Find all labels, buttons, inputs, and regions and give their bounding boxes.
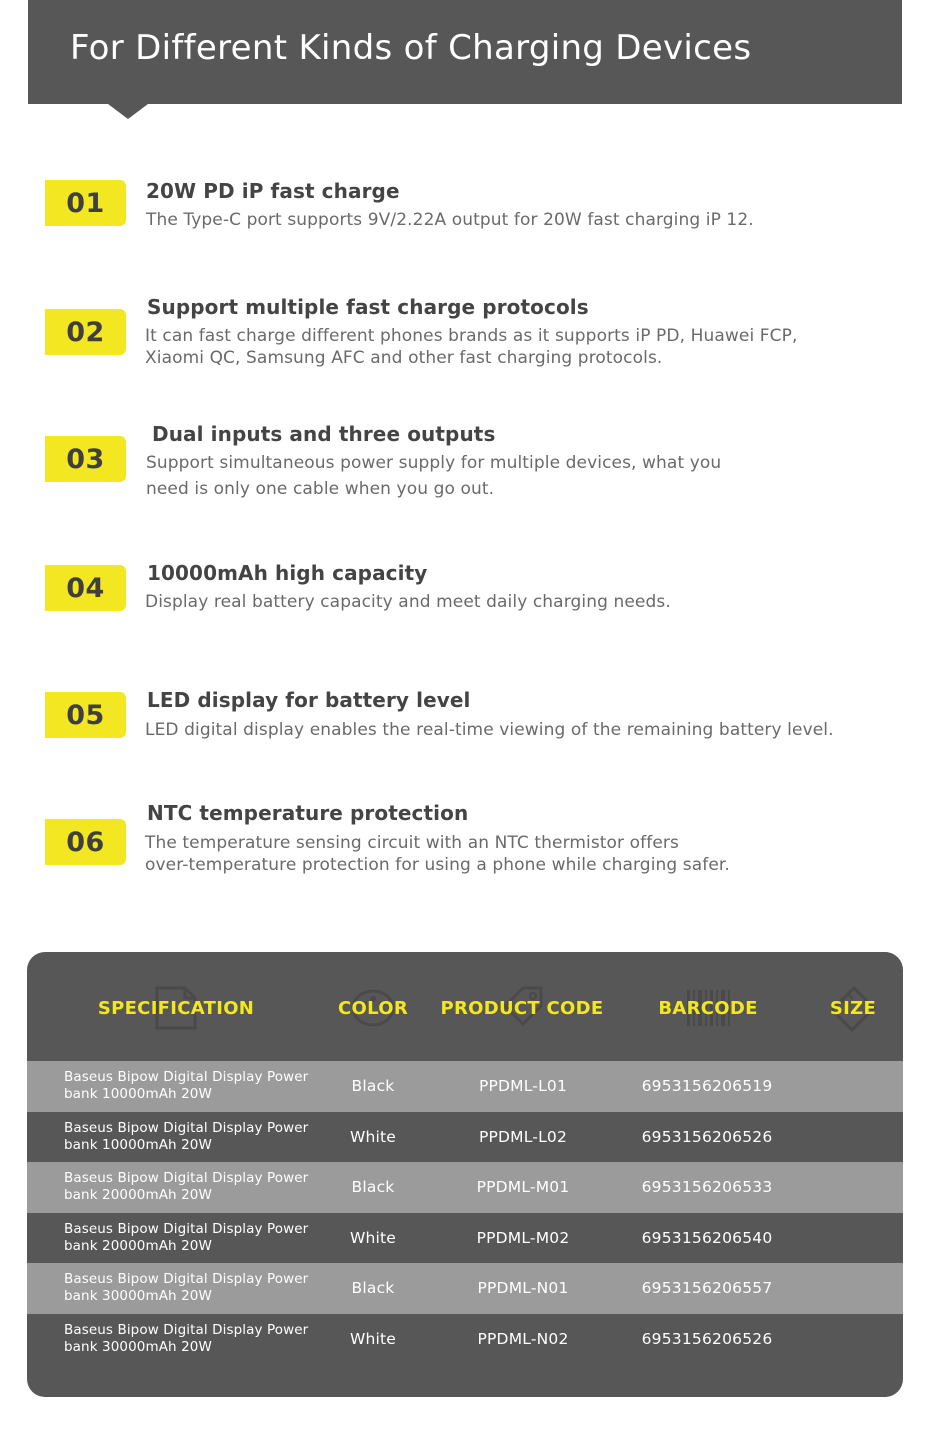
header-banner [28,0,902,104]
feature-number-badge: 05 [45,692,126,738]
cell-specification [64,1120,324,1154]
feature-title: 10000mAh high capacity [147,561,428,585]
cell-product-code: PPDML-L01 [478,1077,568,1095]
cell-barcode: 6953156206540 [641,1229,773,1247]
cell-spec-line: bank 20000mAh 20W [64,1238,212,1254]
header-pointer [108,104,148,119]
table-row [27,1314,903,1365]
cell-spec-line: Baseus Bipow Digital Display Power [64,1322,309,1338]
col-head-color: COLOR [337,998,409,1019]
table-row [27,1061,903,1112]
feature-number-badge: 03 [45,436,126,482]
cell-spec-line: Baseus Bipow Digital Display Power [64,1271,309,1287]
col-head-size: SIZE [829,998,877,1019]
spec-table [27,952,903,1397]
feature-desc-line: over-temperature protection for using a phone while charging safer. [145,855,730,875]
feature-desc-line: It can fast charge different phones brands as it supports iP PD, Huawei FCP, [145,326,798,346]
feature-desc-line: The Type-C port supports 9V/2.22A output for 20W fast charging iP 12. [146,210,754,230]
feature-number-badge: 01 [45,180,126,226]
table-row [27,1263,903,1314]
cell-spec-line: bank 10000mAh 20W [64,1137,212,1153]
cell-spec-line: Baseus Bipow Digital Display Power [64,1120,309,1136]
cell-spec-line: bank 30000mAh 20W [64,1288,212,1304]
cell-specification [64,1069,324,1103]
cell-barcode: 6953156206557 [641,1279,773,1297]
cell-specification [64,1271,324,1305]
feature-desc-line: Support simultaneous power supply for multiple devices, what you [146,453,722,473]
cell-specification [64,1221,324,1255]
feature-desc-line: LED digital display enables the real-time viewing of the remaining battery level. [145,720,834,740]
cell-color: Black [351,1077,395,1095]
feature-number-badge: 06 [45,819,126,865]
cell-barcode: 6953156206533 [641,1178,773,1196]
cell-color: Black [351,1178,395,1196]
table-row [27,1112,903,1163]
cell-color: White [349,1229,397,1247]
cell-specification [64,1170,324,1204]
feature-number-badge: 04 [45,565,126,611]
feature-title: LED display for battery level [147,688,471,712]
feature-desc-line: Display real battery capacity and meet daily charging needs. [145,592,671,612]
cell-spec-line: bank 20000mAh 20W [64,1187,212,1203]
feature-title: Support multiple fast charge protocols [147,295,589,319]
cell-barcode: 6953156206526 [641,1330,773,1348]
col-head-specification: SPECIFICATION [97,998,255,1019]
feature-desc-line: The temperature sensing circuit with an NTC thermistor offers [145,833,679,853]
cell-product-code: PPDML-M01 [476,1178,570,1196]
col-head-barcode: BARCODE [658,998,758,1019]
page-title: For Different Kinds of Charging Devices [70,28,752,68]
cell-color: White [349,1128,397,1146]
cell-product-code: PPDML-M02 [476,1229,570,1247]
cell-barcode: 6953156206526 [641,1128,773,1146]
cell-product-code: PPDML-N02 [477,1330,569,1348]
feature-desc-line: need is only one cable when you go out. [146,479,495,499]
feature-title: Dual inputs and three outputs [152,422,496,446]
feature-title: 20W PD iP fast charge [146,179,400,203]
cell-spec-line: Baseus Bipow Digital Display Power [64,1170,309,1186]
feature-title: NTC temperature protection [147,801,469,825]
feature-desc-line: Xiaomi QC, Samsung AFC and other fast charging protocols. [145,348,663,368]
cell-spec-line: bank 30000mAh 20W [64,1339,212,1355]
cell-color: White [349,1330,397,1348]
table-row [27,1162,903,1213]
cell-spec-line: Baseus Bipow Digital Display Power [64,1069,309,1085]
cell-product-code: PPDML-L02 [478,1128,568,1146]
col-head-product-code: PRODUCT CODE [440,998,604,1019]
cell-product-code: PPDML-N01 [477,1279,569,1297]
cell-specification [64,1322,324,1356]
cell-barcode: 6953156206519 [641,1077,773,1095]
feature-number-badge: 02 [45,309,126,355]
table-row [27,1213,903,1264]
cell-spec-line: bank 10000mAh 20W [64,1086,212,1102]
cell-color: Black [351,1279,395,1297]
cell-spec-line: Baseus Bipow Digital Display Power [64,1221,309,1237]
spec-table-header [27,952,903,1061]
